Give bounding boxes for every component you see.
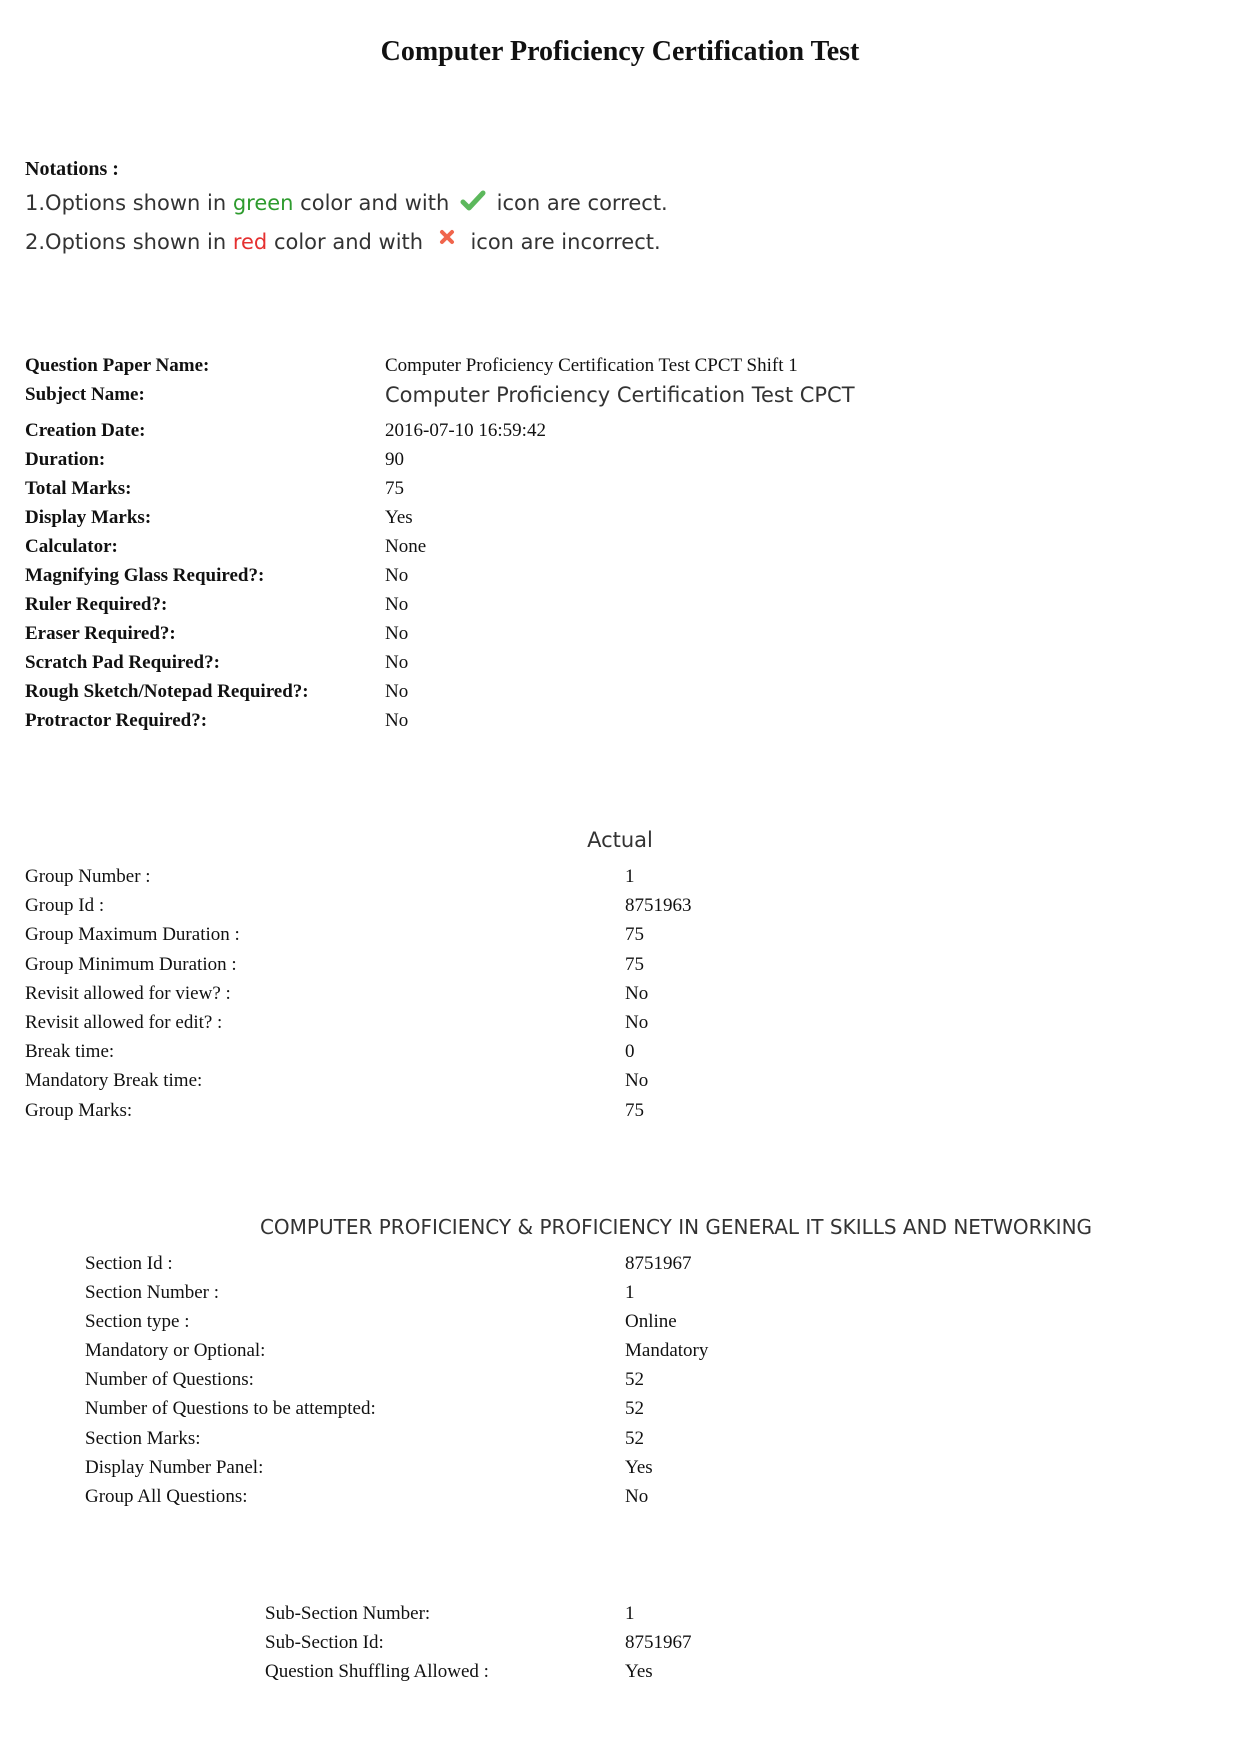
paper-field-value: No — [385, 710, 409, 731]
section-field-row — [85, 1253, 1185, 1282]
group-field-label: Group Maximum Duration : — [25, 924, 240, 946]
group-field-label: Group Id : — [25, 895, 105, 917]
subsection-field-row — [265, 1661, 1165, 1690]
notation-incorrect-color-word: red — [232, 230, 268, 254]
paper-field-label: Creation Date: — [25, 420, 146, 441]
group-field-value: 8751963 — [625, 895, 692, 917]
subsection-field-value: 8751967 — [625, 1632, 692, 1653]
section-field-value: 8751967 — [625, 1253, 692, 1274]
group-field-row — [25, 954, 1175, 983]
notation-incorrect — [25, 229, 661, 254]
paper-field-row — [25, 420, 1175, 449]
subsection-field-label: Sub-Section Number: — [265, 1603, 431, 1624]
notation-correct-prefix: 1.Options shown in — [25, 191, 227, 215]
group-field-label: Group Number : — [25, 866, 151, 887]
group-field-value: No — [625, 982, 649, 1004]
section-field-label: Group All Questions: — [85, 1485, 248, 1507]
section-field-value: 52 — [625, 1398, 644, 1420]
paper-field-label: Ruler Required?: — [25, 594, 168, 615]
check-icon — [460, 190, 486, 212]
section-field-value: No — [625, 1485, 649, 1507]
group-field-row — [25, 1070, 1175, 1099]
notation-incorrect-middle: color and with — [273, 230, 424, 254]
section-field-row — [85, 1428, 1185, 1457]
paper-details — [25, 355, 1175, 739]
group-field-row — [25, 924, 1175, 953]
group-details — [25, 866, 1175, 1129]
paper-field-label: Display Marks: — [25, 507, 152, 528]
section-field-label: Section Id : — [85, 1253, 173, 1274]
subsection-field-value: Yes — [625, 1661, 653, 1682]
notation-incorrect-suffix: icon are incorrect. — [470, 230, 661, 254]
group-field-row — [25, 1100, 1175, 1129]
notation-incorrect-prefix: 2.Options shown in — [25, 230, 227, 254]
paper-field-row — [25, 681, 1175, 710]
section-field-row — [85, 1398, 1185, 1427]
paper-field-value: 2016-07-10 16:59:42 — [385, 420, 546, 441]
section-field-row — [85, 1457, 1185, 1486]
notation-correct-middle: color and with — [300, 191, 450, 215]
paper-field-value: Yes — [385, 507, 413, 528]
section-field-label: Mandatory or Optional: — [85, 1340, 266, 1362]
paper-field-row — [25, 449, 1175, 478]
section-field-row — [85, 1369, 1185, 1398]
page-title: Computer Proficiency Certification Test — [380, 36, 860, 67]
group-field-row — [25, 895, 1175, 924]
paper-field-label: Duration: — [25, 449, 106, 470]
paper-field-label: Total Marks: — [25, 478, 132, 499]
paper-field-row — [25, 710, 1175, 739]
section-field-label: Section Number : — [85, 1282, 220, 1304]
group-field-row — [25, 1041, 1175, 1070]
paper-field-value: 90 — [385, 449, 404, 470]
group-field-label: Group Minimum Duration : — [25, 953, 237, 975]
paper-field-row — [25, 565, 1175, 594]
group-field-label: Break time: — [25, 1041, 115, 1063]
paper-field-row — [25, 623, 1175, 652]
paper-field-label: Magnifying Glass Required?: — [25, 565, 265, 586]
section-field-row — [85, 1486, 1185, 1515]
group-field-value: 75 — [625, 924, 644, 946]
paper-field-label: Calculator: — [25, 536, 118, 557]
cross-icon — [434, 229, 460, 251]
section-field-value: Online — [625, 1311, 677, 1333]
paper-field-label: Question Paper Name: — [25, 355, 210, 376]
paper-field-label: Eraser Required?: — [25, 623, 176, 644]
section-field-row — [85, 1282, 1185, 1311]
paper-field-row — [25, 536, 1175, 565]
group-field-value: No — [625, 1011, 649, 1033]
group-field-label: Revisit allowed for view? : — [25, 982, 231, 1004]
group-heading: Actual — [587, 828, 653, 852]
notation-correct-color-word: green — [232, 191, 294, 215]
subsection-field-value: 1 — [625, 1603, 635, 1624]
group-field-label: Group Marks: — [25, 1099, 133, 1121]
paper-field-label: Scratch Pad Required?: — [25, 652, 220, 673]
paper-field-value: No — [385, 652, 409, 673]
subsection-field-row — [265, 1632, 1165, 1661]
group-field-value: 75 — [625, 1099, 644, 1121]
group-field-value: No — [625, 1070, 649, 1092]
group-field-value: 75 — [625, 953, 644, 975]
paper-field-label: Protractor Required?: — [25, 710, 208, 731]
subsection-field-row — [265, 1603, 1165, 1632]
section-field-value: 52 — [625, 1427, 644, 1449]
paper-field-row — [25, 652, 1175, 681]
group-field-value: 0 — [625, 1041, 635, 1063]
notation-correct — [25, 190, 668, 215]
section-field-value: Yes — [625, 1456, 653, 1478]
section-field-value: Mandatory — [625, 1340, 709, 1362]
paper-field-label: Rough Sketch/Notepad Required?: — [25, 681, 309, 702]
group-field-row — [25, 866, 1175, 895]
group-field-label: Mandatory Break time: — [25, 1070, 203, 1092]
paper-field-value: Computer Proficiency Certification Test CPCT Shift 1 — [385, 355, 798, 376]
subsection-field-label: Question Shuffling Allowed : — [265, 1661, 489, 1682]
paper-field-value: 75 — [385, 478, 404, 499]
paper-field-row — [25, 594, 1175, 623]
paper-field-row — [25, 507, 1175, 536]
group-field-label: Revisit allowed for edit? : — [25, 1011, 223, 1033]
subsection-details — [265, 1603, 1165, 1690]
notations-label: Notations : — [25, 158, 119, 180]
notation-correct-suffix: icon are correct. — [496, 191, 668, 215]
subsection-field-label: Sub-Section Id: — [265, 1632, 384, 1653]
group-field-value: 1 — [625, 866, 635, 887]
paper-field-value: None — [385, 536, 427, 557]
section-field-label: Number of Questions: — [85, 1369, 254, 1391]
paper-field-value: Computer Proficiency Certification Test CPCT — [385, 383, 855, 407]
paper-field-row — [25, 355, 1175, 384]
section-field-label: Display Number Panel: — [85, 1456, 264, 1478]
paper-field-value: No — [385, 594, 409, 615]
section-field-label: Section Marks: — [85, 1427, 201, 1449]
section-field-row — [85, 1311, 1185, 1340]
paper-field-value: No — [385, 681, 409, 702]
group-field-row — [25, 983, 1175, 1012]
paper-field-row — [25, 384, 1175, 420]
paper-field-value: No — [385, 565, 409, 586]
section-field-label: Section type : — [85, 1311, 190, 1333]
section-field-row — [85, 1340, 1185, 1369]
paper-field-row — [25, 478, 1175, 507]
section-field-value: 1 — [625, 1282, 635, 1304]
section-field-label: Number of Questions to be attempted: — [85, 1398, 376, 1420]
section-heading: COMPUTER PROFICIENCY & PROFICIENCY IN GENERAL IT SKILLS AND NETWORKING — [259, 1215, 1093, 1239]
section-field-value: 52 — [625, 1369, 644, 1391]
paper-field-label: Subject Name: — [25, 384, 145, 405]
paper-field-value: No — [385, 623, 409, 644]
group-field-row — [25, 1012, 1175, 1041]
section-details — [85, 1253, 1185, 1515]
